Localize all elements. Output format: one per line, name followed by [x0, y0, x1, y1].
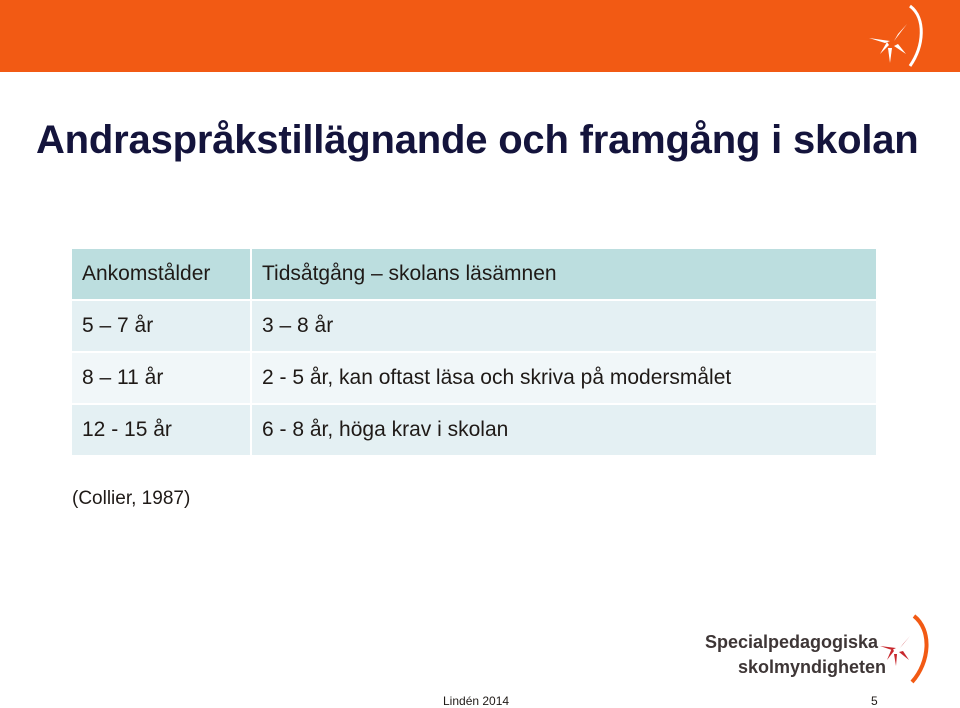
table-row [71, 300, 877, 352]
agency-logo [700, 610, 940, 690]
arrival-age-cell: 8 – 11 år [71, 352, 251, 404]
star-logo-icon [830, 0, 960, 72]
arrival-age-cell: 5 – 7 år [71, 300, 251, 352]
page-title: Andraspråkstillägnande och framgång i skolan [36, 118, 919, 162]
brand-name-line1: Specialpedagogiska [705, 632, 879, 652]
brand-name-line2: skolmyndigheten [738, 657, 887, 677]
footer-author: Lindén 2014 [443, 694, 510, 708]
table-header-row [71, 248, 877, 300]
time-required-cell: 2 - 5 år, kan oftast läsa och skriva på modersmålet [251, 352, 877, 404]
citation: (Collier, 1987) [72, 488, 191, 509]
table-row [71, 404, 877, 456]
header-bar [0, 0, 960, 72]
age-table [70, 247, 878, 457]
time-required-cell: 6 - 8 år, höga krav i skolan [251, 404, 877, 456]
header-time-required: Tidsåtgång – skolans läsämnen [251, 248, 877, 300]
table-row [71, 352, 877, 404]
header-arrival-age: Ankomstålder [71, 248, 251, 300]
star-logo-icon [870, 610, 940, 690]
time-required-cell: 3 – 8 år [251, 300, 877, 352]
arrival-age-cell: 12 - 15 år [71, 404, 251, 456]
page-number: 5 [871, 694, 878, 708]
